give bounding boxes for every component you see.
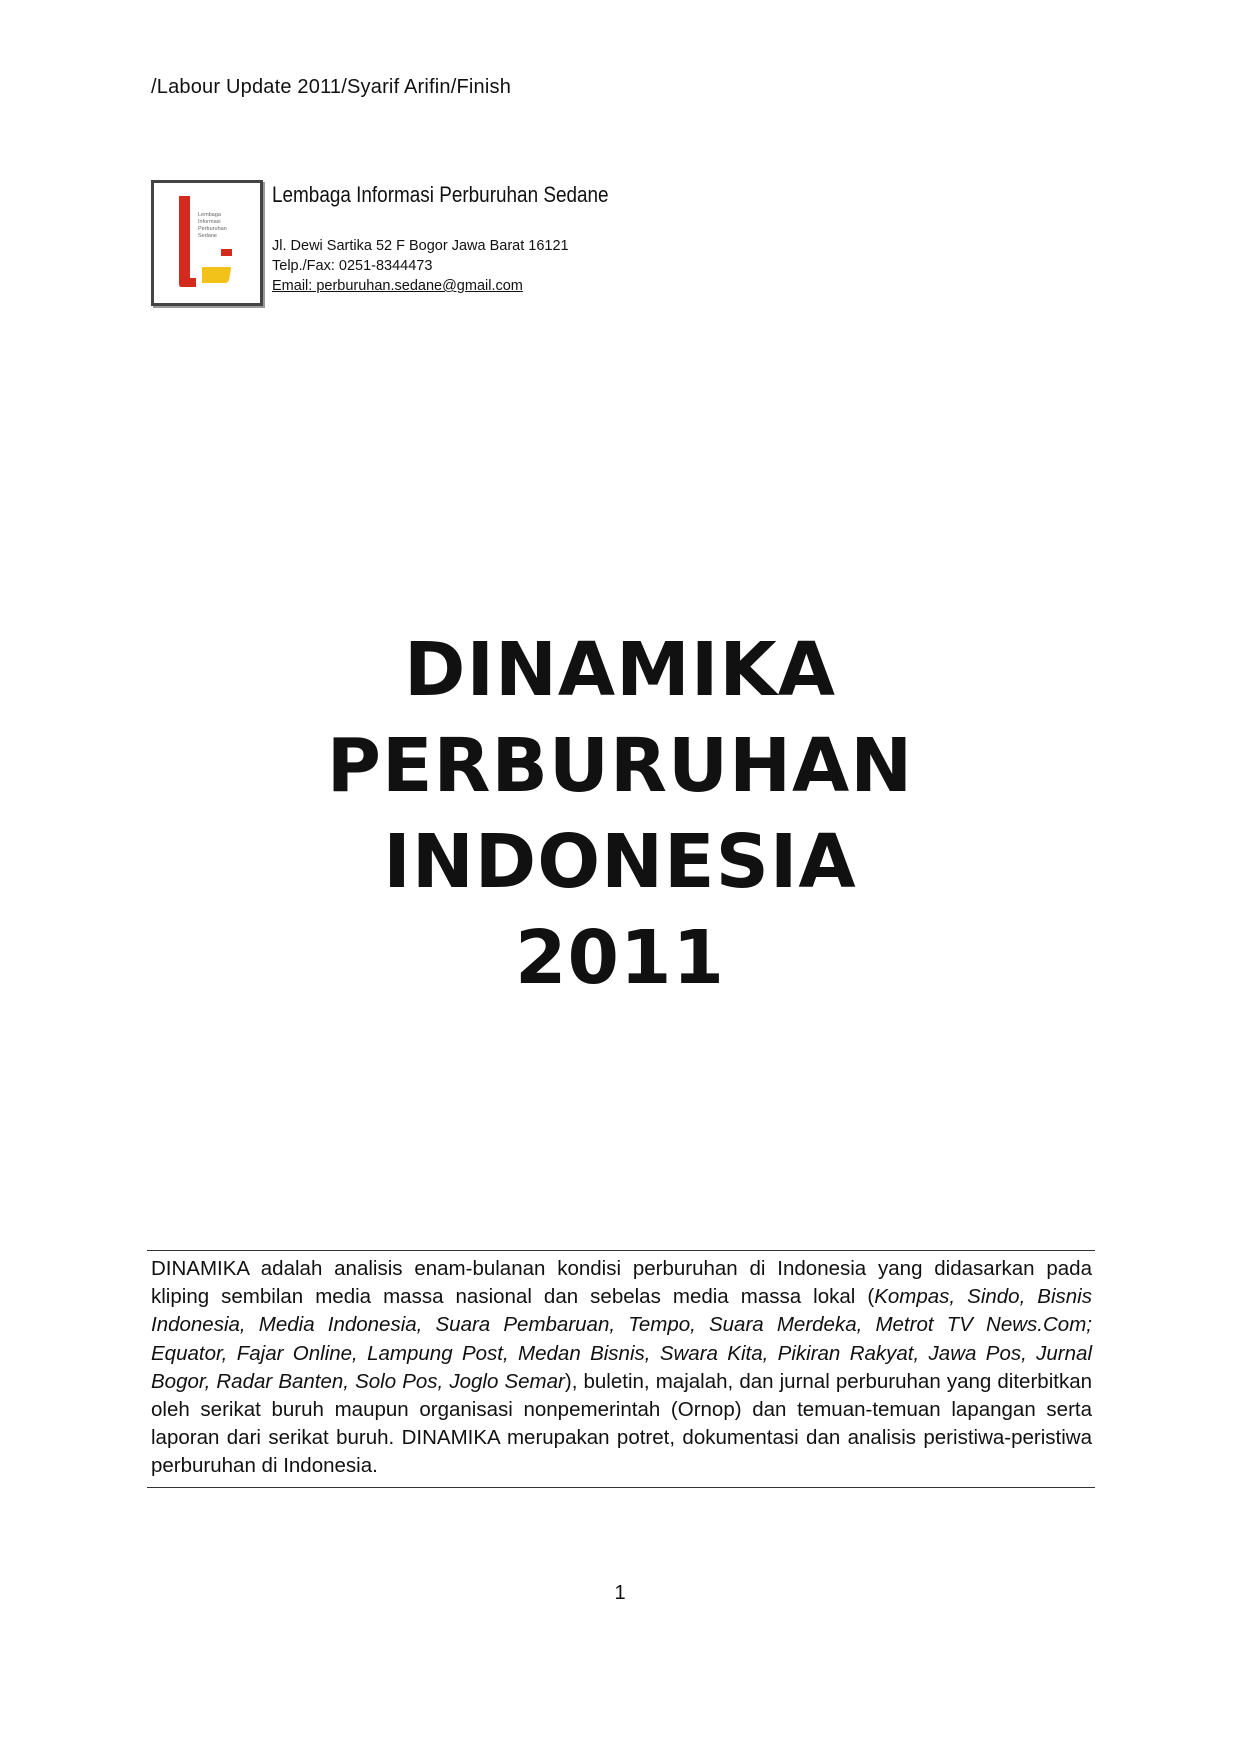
letterhead bbox=[151, 180, 711, 306]
title-line-4: 2011 bbox=[515, 915, 725, 1001]
svg-text:Sedane: Sedane bbox=[198, 233, 217, 239]
title-line-2: PERBURUHAN bbox=[326, 723, 914, 809]
abstract-intro: DINAMIKA adalah analisis enam-bulanan kondisi perburuhan di Indonesia yang didasarkan pada kliping sembilan media massa nasional dan sebelas media massa lokal ( bbox=[151, 1257, 1092, 1309]
organization-logo bbox=[151, 180, 263, 306]
abstract-media-list: Kompas, Sindo, Bisnis Indonesia, Media Indonesia, Suara Pembaruan, Tempo, Suara Merdeka, Metrot TV News.Com; Equator, Fajar Online, Lampung Post, Medan Bisnis, Swara Kita, Pikiran Rakyat, Jawa Pos, Jurnal Bogor, Radar Banten, Solo Pos, Joglo Semar bbox=[151, 1285, 1092, 1393]
page-number: 1 bbox=[614, 1582, 626, 1604]
title-line-3: INDONESIA bbox=[383, 819, 857, 905]
abstract-closing: ), buletin, majalah, dan jurnal perburuhan yang diterbitkan oleh serikat buruh maupun organisasi nonpemerintah (Ornop) dan temuan-temuan lapangan serta laporan dari serikat buruh. DINAMIKA merupakan potret, dokumentasi dan analisis peristiwa-peristiwa perburuhan di Indonesia. bbox=[151, 1369, 1092, 1478]
organization-phone: Telp./Fax: 0251-8344473 bbox=[272, 258, 433, 274]
title-line-1: DINAMIKA bbox=[404, 627, 836, 713]
organization-name: Lembaga Informasi Perburuhan Sedane bbox=[272, 182, 609, 207]
abstract-box bbox=[147, 1250, 1095, 1488]
svg-text:Perburuhan: Perburuhan bbox=[198, 226, 227, 232]
organization-address: Jl. Dewi Sartika 52 F Bogor Jawa Barat 16121 bbox=[272, 238, 569, 254]
organization-email[interactable]: Email: perburuhan.sedane@gmail.com bbox=[272, 278, 523, 294]
document-title bbox=[0, 622, 1240, 1006]
svg-text:Informasi: Informasi bbox=[198, 219, 221, 225]
document-header-path: /Labour Update 2011/Syarif Arifin/Finish bbox=[151, 76, 512, 98]
sedane-logo-icon bbox=[154, 183, 260, 303]
svg-text:Lembaga: Lembaga bbox=[198, 212, 221, 218]
